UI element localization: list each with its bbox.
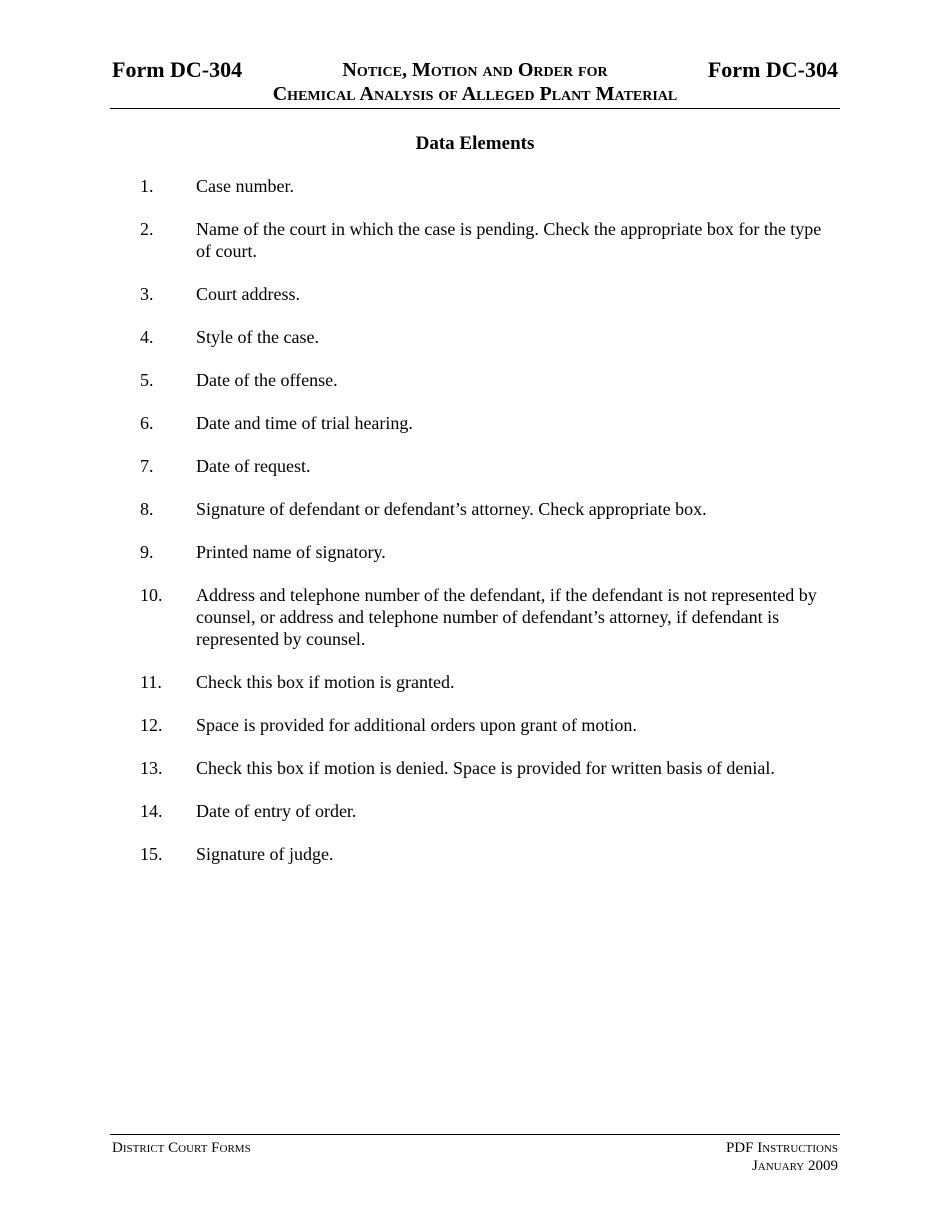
data-elements-list — [140, 175, 840, 886]
form-title-line-2: Chemical Analysis of Alleged Plant Material — [272, 83, 678, 105]
item-number: 9. — [140, 542, 154, 562]
item-number: 13. — [140, 758, 163, 778]
list-item — [140, 541, 840, 563]
item-number: 4. — [140, 327, 154, 347]
list-item — [140, 369, 840, 391]
item-text: Date of entry of order. — [196, 801, 357, 821]
item-text: Name of the court in which the case is pending. Check the appropriate box for the type of court. — [196, 219, 822, 261]
list-item — [140, 412, 840, 434]
item-number: 12. — [140, 715, 163, 735]
list-item — [140, 584, 840, 650]
section-heading: Data Elements — [415, 133, 535, 154]
item-number: 10. — [140, 585, 163, 605]
list-item — [140, 843, 840, 865]
form-number-right: Form DC-304 — [707, 57, 838, 82]
form-title-line-1: Notice, Motion and Order for — [342, 59, 608, 81]
list-item — [140, 218, 840, 262]
list-item — [140, 498, 840, 520]
item-text: Style of the case. — [196, 327, 319, 347]
item-text: Signature of judge. — [196, 844, 334, 864]
item-text: Check this box if motion is granted. — [196, 672, 455, 692]
list-item — [140, 757, 840, 779]
footer-instructions-label: PDF Instructions — [725, 1140, 838, 1156]
item-text: Space is provided for additional orders upon grant of motion. — [196, 715, 637, 735]
item-number: 5. — [140, 370, 154, 390]
item-text: Address and telephone number of the defendant, if the defendant is not represented by counsel, or address and telephone number of defendant’s attorney, if defendant is represented by counsel. — [196, 585, 817, 649]
item-number: 6. — [140, 413, 154, 433]
page-footer — [110, 1134, 840, 1174]
list-item — [140, 455, 840, 477]
item-number: 14. — [140, 801, 163, 821]
footer-date-label: January 2009 — [751, 1158, 838, 1174]
item-number: 11. — [140, 672, 162, 692]
page-header — [110, 56, 840, 109]
list-item — [140, 714, 840, 736]
list-item — [140, 800, 840, 822]
item-text: Case number. — [196, 176, 294, 196]
list-item — [140, 671, 840, 693]
item-text: Court address. — [196, 284, 300, 304]
item-number: 3. — [140, 284, 154, 304]
form-number-left: Form DC-304 — [112, 57, 243, 82]
item-number: 15. — [140, 844, 163, 864]
footer-right-block — [726, 1139, 838, 1175]
item-text: Signature of defendant or defendant’s attorney. Check appropriate box. — [196, 499, 707, 519]
item-text: Check this box if motion is denied. Space is provided for written basis of denial. — [196, 758, 775, 778]
item-number: 1. — [140, 176, 154, 196]
item-text: Date of the offense. — [196, 370, 338, 390]
item-text: Printed name of signatory. — [196, 542, 386, 562]
item-text: Date and time of trial hearing. — [196, 413, 413, 433]
item-number: 7. — [140, 456, 154, 476]
item-text: Date of request. — [196, 456, 311, 476]
item-number: 8. — [140, 499, 154, 519]
list-item — [140, 326, 840, 348]
footer-left-label: District Court Forms — [112, 1140, 251, 1156]
list-item — [140, 175, 840, 197]
list-item — [140, 283, 840, 305]
item-number: 2. — [140, 219, 154, 239]
